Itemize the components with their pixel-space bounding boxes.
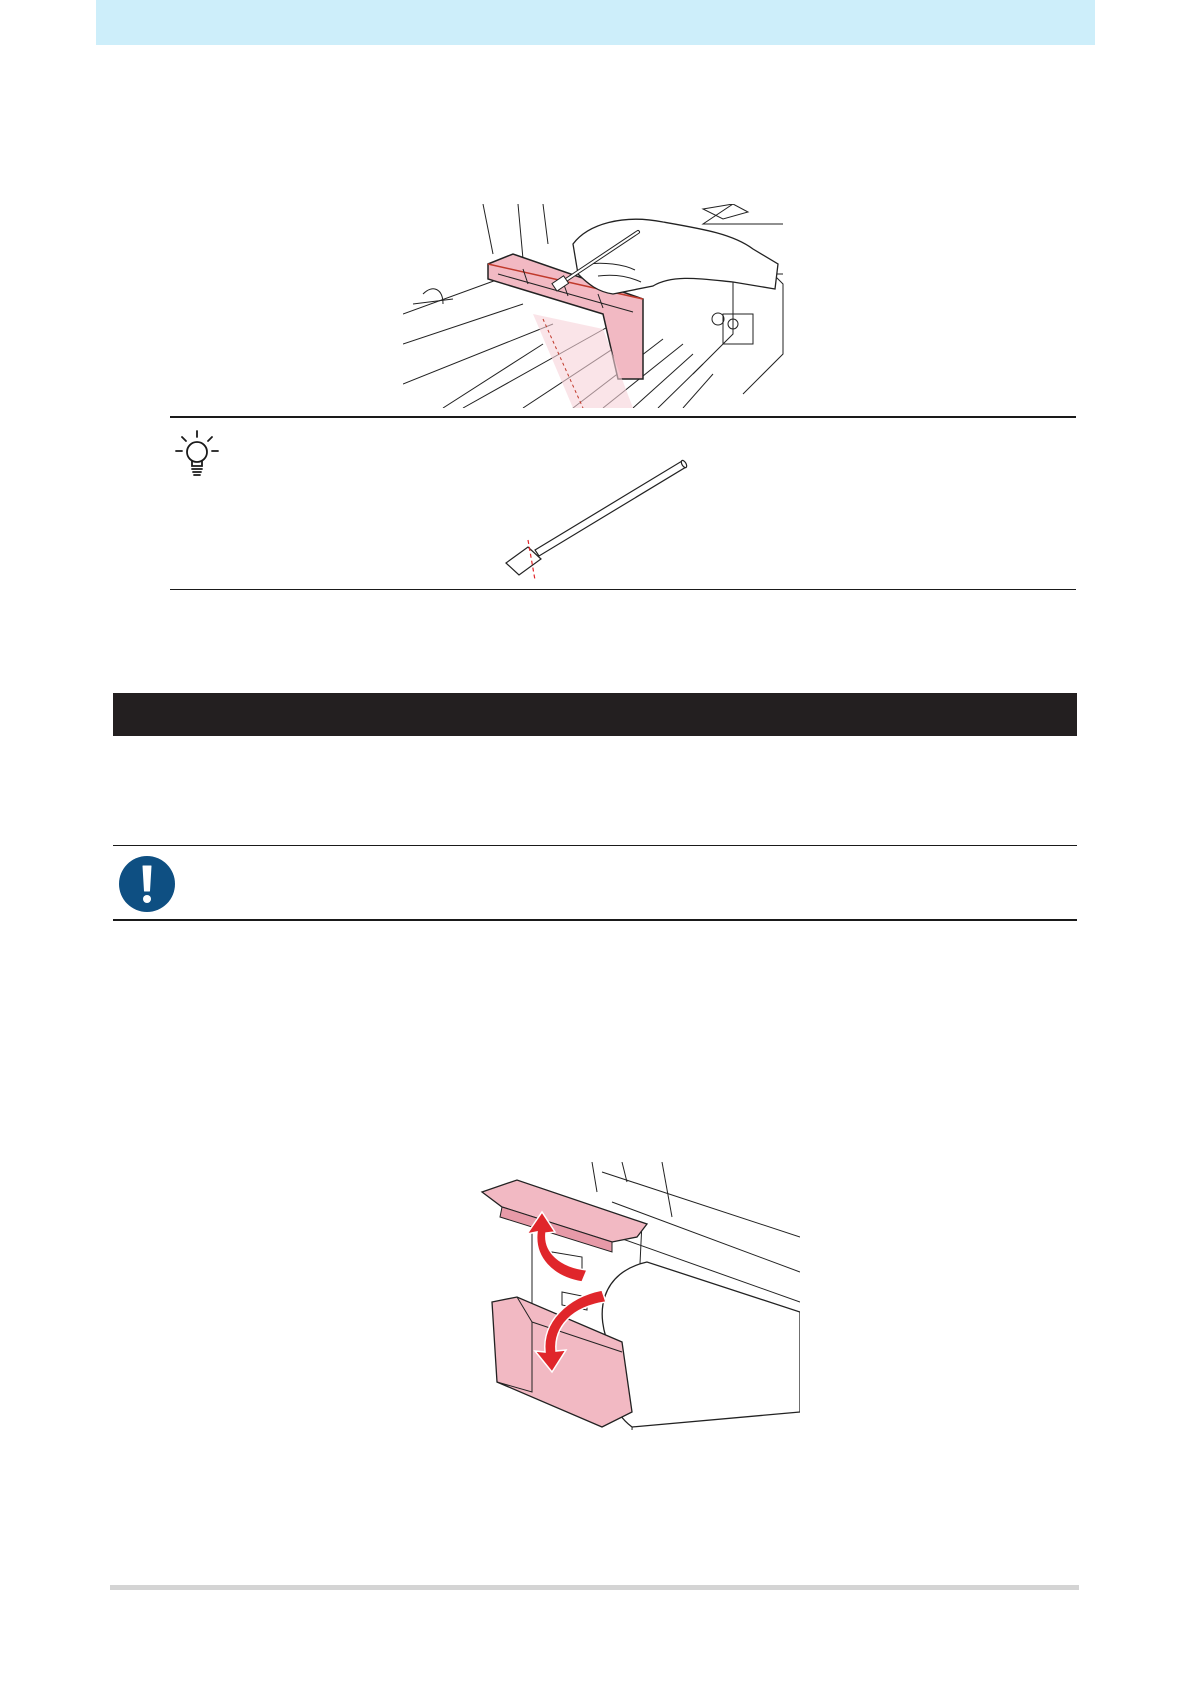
footer-rule	[110, 1585, 1079, 1590]
exclamation-circle-icon	[118, 855, 176, 913]
section-heading-bar	[113, 693, 1077, 736]
tip-rule-bottom	[170, 589, 1076, 590]
swab-illustration	[500, 455, 700, 580]
cover-opening-figure	[472, 1162, 800, 1430]
header-band	[96, 0, 1095, 45]
tip-rule-top	[170, 416, 1076, 418]
lightbulb-icon	[172, 425, 222, 485]
cleaning-figure	[403, 204, 785, 408]
important-rule-top	[113, 845, 1077, 846]
important-rule-bottom	[113, 919, 1077, 921]
